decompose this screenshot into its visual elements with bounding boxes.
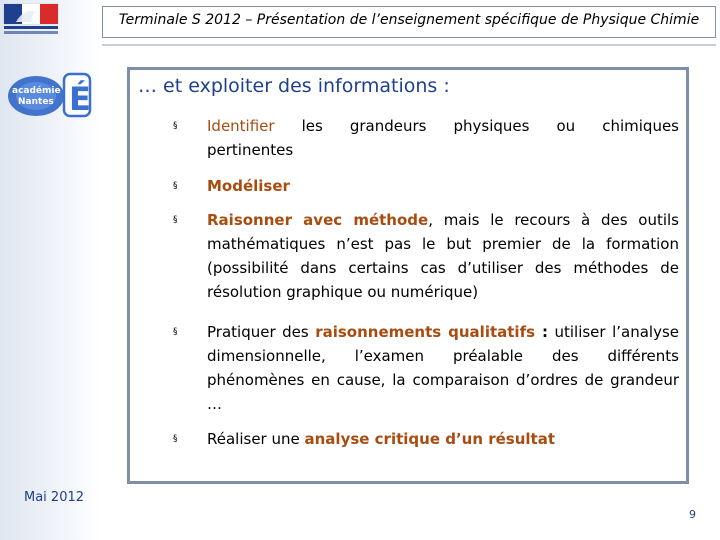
svg-text:É: É xyxy=(69,80,91,118)
highlight-text: raisonnements qualitatifs xyxy=(315,323,536,341)
bullet-text xyxy=(207,208,679,304)
bullet-icon: § xyxy=(173,121,178,131)
footer-date: Mai 2012 xyxy=(24,490,85,505)
body-text: pertinentes xyxy=(207,141,294,159)
bullet-icon: § xyxy=(173,181,178,191)
bullet-icon: § xyxy=(173,327,178,337)
academie-nantes-logo xyxy=(8,66,94,122)
bullet-text xyxy=(207,320,679,416)
bullet-text xyxy=(207,174,679,198)
header-separator xyxy=(102,44,716,46)
page-title: Terminale S 2012 – Présentation de l’enseignement spécifique de Physique Chimie xyxy=(118,12,700,28)
colon-text: : xyxy=(535,323,548,341)
bullet-icon: § xyxy=(173,434,178,444)
header-bar xyxy=(102,6,716,38)
bullet-icon: § xyxy=(173,215,178,225)
highlight-text: Identifier xyxy=(207,117,275,135)
body-text: Pratiquer des xyxy=(207,323,316,341)
body-text: Réaliser une xyxy=(207,430,305,448)
content-box xyxy=(127,67,689,484)
body-text: , mais le recours à des outils mathématiques n’est pas le but premier de la formation (possibilité dans certains cas d’utiliser des méthodes de résolution graphique ou numérique) xyxy=(207,211,679,301)
section-title: … et exploiter des informations : xyxy=(138,75,450,97)
body-text: utiliser l’analyse dimensionnelle, l’examen préalable des différents phénomènes en cause, la comparaison d’ordres de grandeur … xyxy=(207,323,679,413)
svg-text:Nantes: Nantes xyxy=(18,97,54,107)
bullet-text xyxy=(207,427,679,451)
svg-text:académie: académie xyxy=(12,86,61,96)
republique-francaise-logo xyxy=(2,2,60,38)
highlight-text: analyse critique d’un résultat xyxy=(304,430,556,448)
page-number: 9 xyxy=(689,508,696,521)
body-text: les grandeurs physiques ou chimiques xyxy=(274,117,679,135)
highlight-text: Modéliser xyxy=(207,177,290,195)
highlight-text: Raisonner avec méthode xyxy=(207,211,429,229)
bullet-text xyxy=(207,114,679,138)
bullet-text-continuation xyxy=(207,138,679,162)
left-sidebar xyxy=(0,0,100,540)
